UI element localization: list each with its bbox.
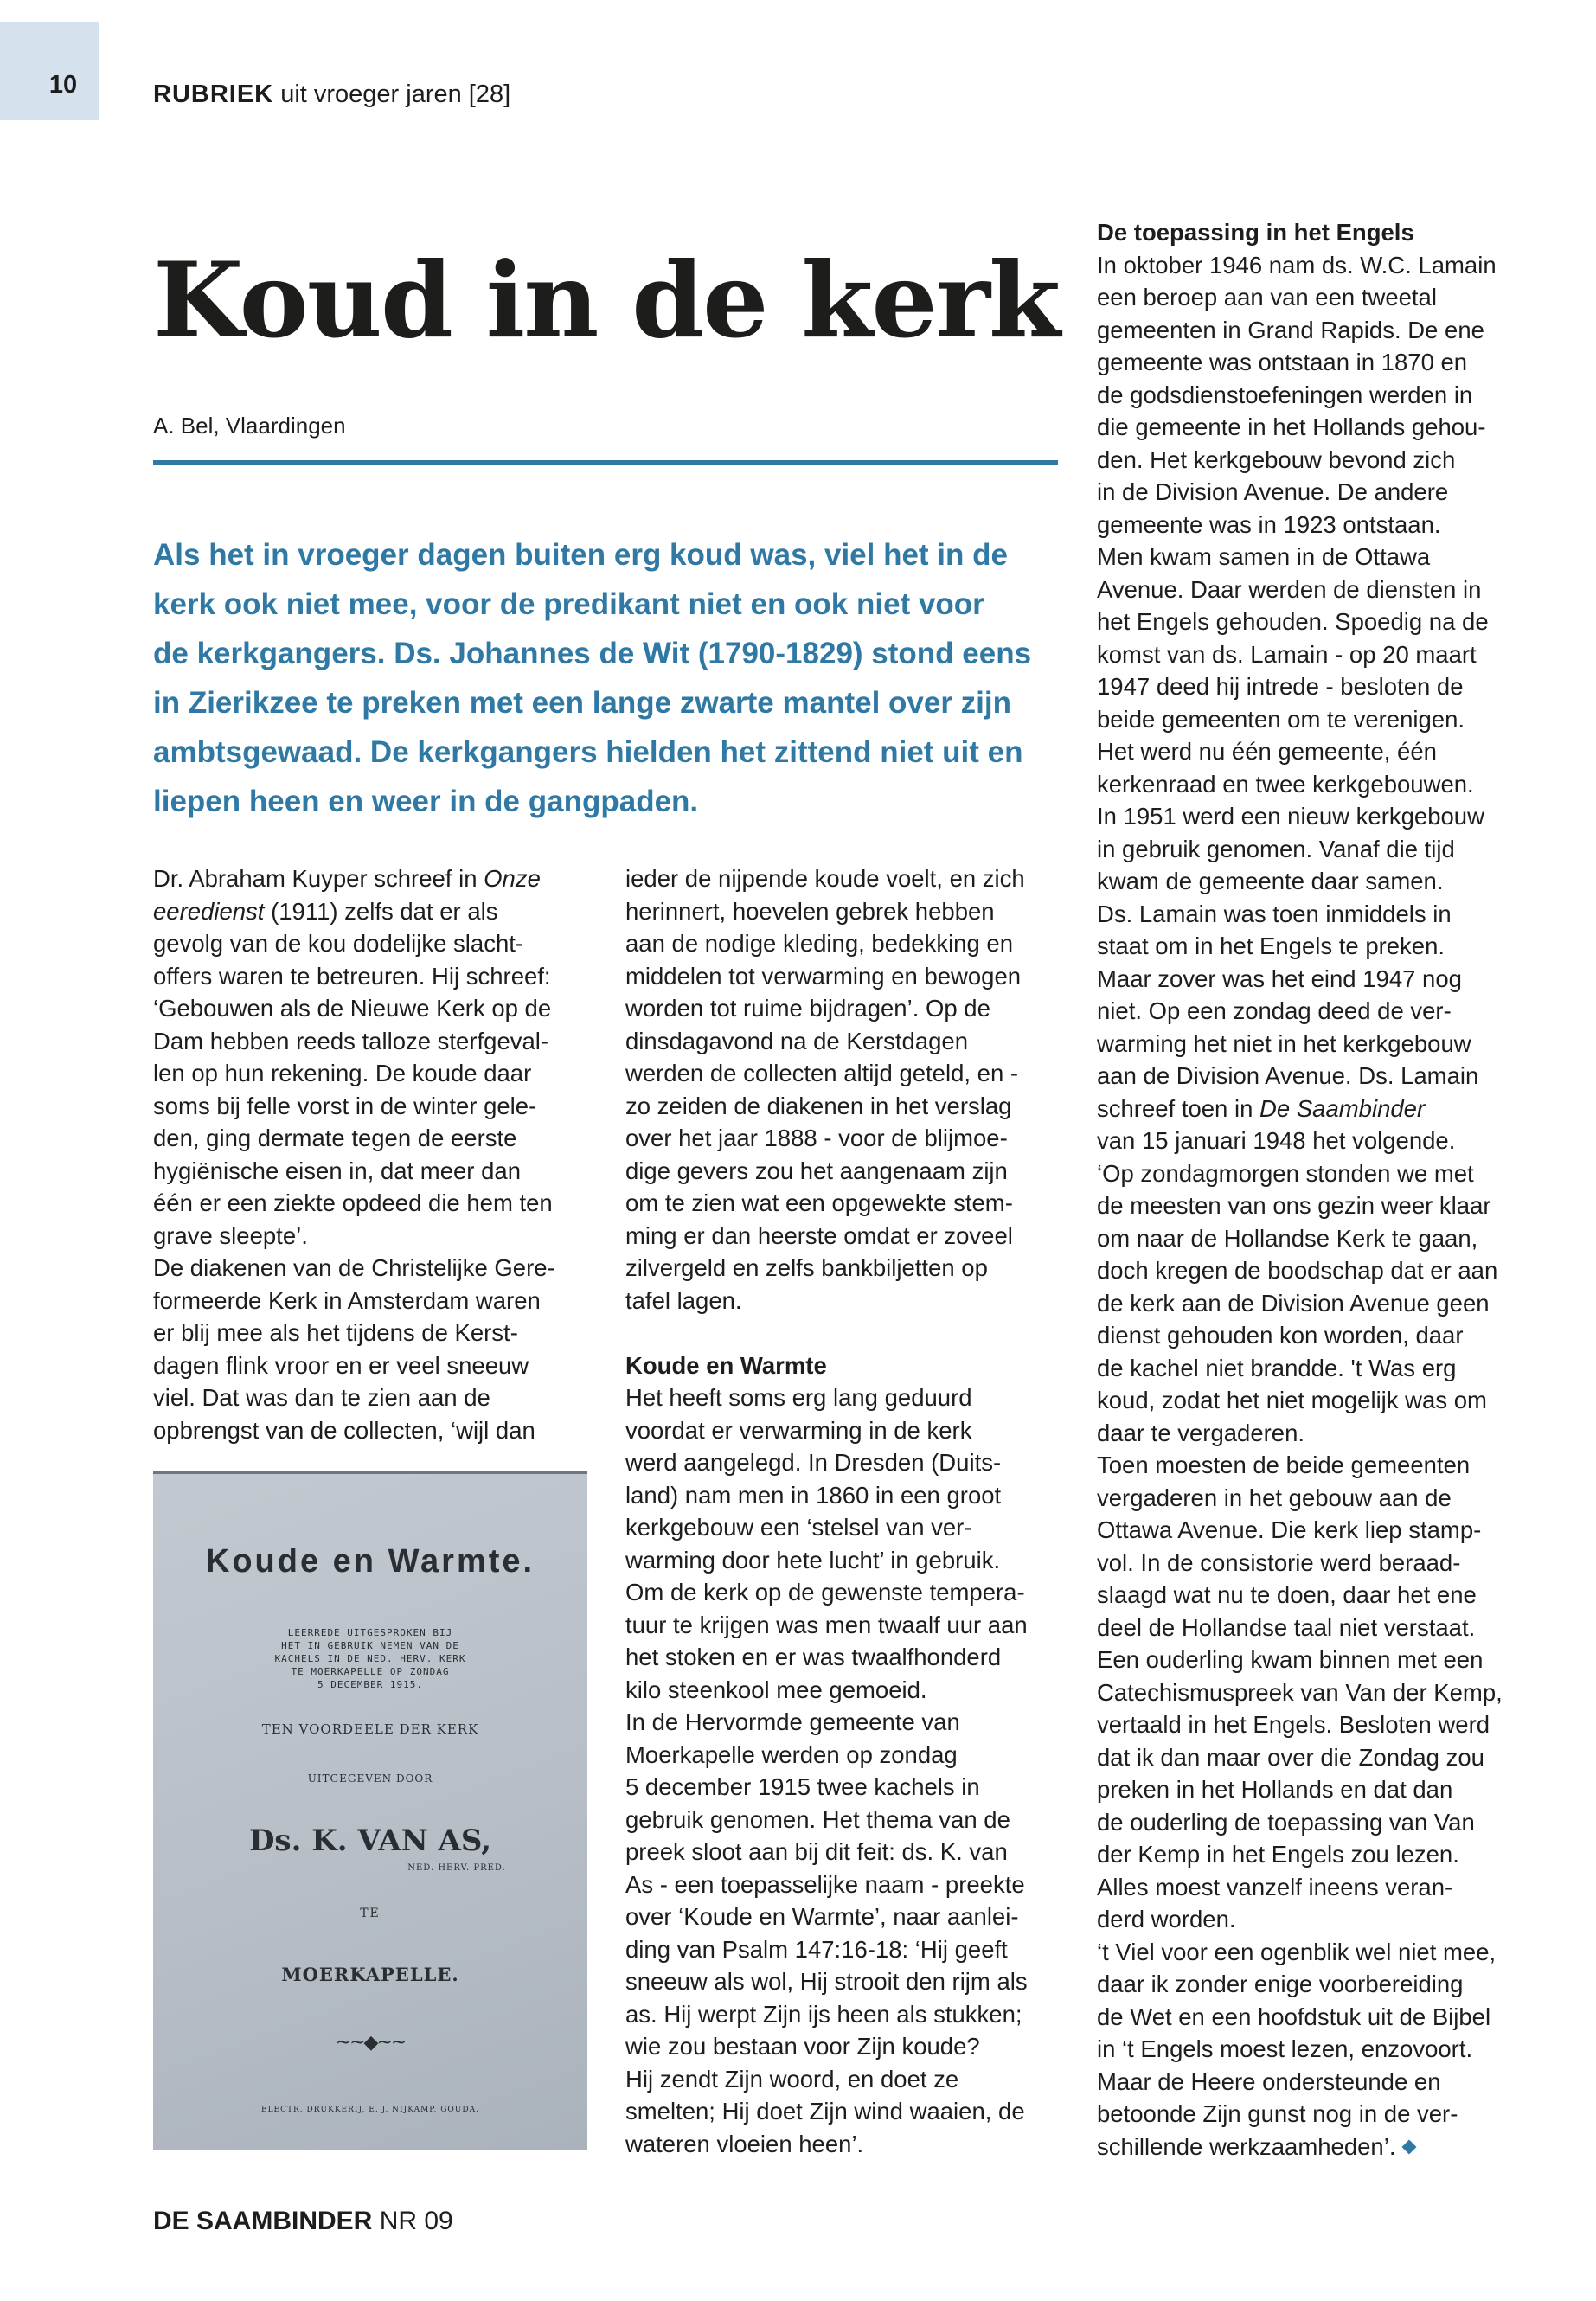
text-line: werden de collecten altijd geteld, en -	[625, 1060, 1019, 1086]
text-line: kilo steenkool mee gemoeid.	[625, 1676, 927, 1703]
text-line: staat om in het Engels te preken.	[1097, 933, 1445, 959]
text-line: het Engels gehouden. Spoedig na de	[1097, 608, 1489, 635]
text-line: Hij zendt Zijn woord, en doet ze	[625, 2065, 959, 2093]
text-line: kwam de gemeente daar samen.	[1097, 868, 1444, 894]
text-line: dienst gehouden kon worden, daar	[1097, 1322, 1464, 1349]
text-line: gebruik genomen. Het thema van de	[625, 1805, 1010, 1833]
text-line: opbrengst van de collecten, ‘wijl dan	[153, 1416, 535, 1444]
text-line: de ouderling de toepassing van Van	[1097, 1808, 1475, 1836]
booklet-author: Ds. K. VAN AS,	[248, 1823, 492, 1858]
text-line	[1097, 2131, 1564, 2163]
text-line: In de Hervormde gemeente van	[625, 1708, 960, 1735]
text-line: der Kemp in het Engels zou lezen.	[1097, 1841, 1459, 1868]
text-line: Ds. Lamain was toen inmiddels in	[1097, 900, 1452, 927]
text-line: ‘t Viel voor een ogenblik wel niet mee,	[1097, 1938, 1497, 1965]
end-mark-icon	[1402, 2139, 1417, 2154]
text-line: om te zien wat een opgewekte stem-	[625, 1189, 1013, 1216]
text-line: deel de Hollandse taal niet verstaat.	[1097, 1613, 1476, 1641]
text-line: In 1951 werd een nieuw kerkgebouw	[1097, 803, 1484, 830]
text-line: daar te vergaderen.	[1097, 1419, 1305, 1446]
text-line: werd aangelegd. In Dresden (Duits-	[625, 1449, 1002, 1476]
text-line: soms bij felle vorst in de winter gele-	[153, 1092, 537, 1119]
article-author: A. Bel, Vlaardingen	[153, 413, 346, 439]
text-line: kerkgebouw een ‘stelsel van ver-	[625, 1514, 972, 1541]
text-line: Ottawa Avenue. Die kerk liep stamp-	[1097, 1516, 1482, 1543]
text-line: In oktober 1946 nam ds. W.C. Lamain	[1097, 251, 1497, 279]
text-line: ieder de nijpende koude voelt, en zich	[625, 865, 1025, 892]
text-line: derd worden.	[1097, 1906, 1236, 1932]
text-run: (1911) zelfs dat er als	[264, 897, 498, 925]
text-line: ‘Gebouwen als de Nieuwe Kerk op de	[153, 995, 552, 1022]
booklet-title: Koude en Warmte.	[205, 1543, 535, 1580]
text-line: len op hun rekening. De koude daar	[153, 1060, 532, 1086]
text-line: dinsdagavond na de Kerstdagen	[625, 1027, 969, 1054]
text-line: As - een toepasselijke naam - preekte	[625, 1870, 1025, 1898]
text-line: kerkenraad en twee kerkgebouwen.	[1097, 770, 1474, 798]
text-line: één er een ziekte opdeed die hem ten	[153, 1189, 553, 1216]
text-line: tafel lagen.	[625, 1286, 742, 1314]
title-divider	[153, 460, 1058, 465]
book-title: Onze	[484, 865, 541, 892]
text-line: wateren vloeien heen’.	[625, 2130, 864, 2157]
text-line: om naar de Hollandse Kerk te gaan,	[1097, 1224, 1478, 1252]
text-line: slaagd wat nu te doen, daar het ene	[1097, 1581, 1477, 1608]
text-line: in de Division Avenue. De andere	[1097, 478, 1449, 505]
text-line: as. Hij werpt Zijn ijs heen als stukken;	[625, 2000, 1022, 2028]
text-line: de meesten van ons gezin weer klaar	[1097, 1192, 1491, 1219]
text-line: 1947 deed hij intrede - besloten de	[1097, 673, 1464, 700]
text-line: warming het niet in het kerkgebouw	[1097, 1029, 1471, 1057]
section-heading: Koude en Warmte	[625, 1351, 827, 1379]
text-line: Het werd nu één gemeente, één	[1097, 738, 1437, 765]
col3-lines-b	[1097, 1125, 1564, 2131]
book-title: eeredienst	[153, 897, 265, 925]
text-line: Het heeft soms erg lang geduurd	[625, 1384, 972, 1411]
text-run: Dr. Abraham Kuyper schreef in	[153, 865, 484, 892]
text-line: daar ik zonder enige voorbereiding	[1097, 1971, 1464, 1997]
text-line: de kachel niet brandde. 't Was erg	[1097, 1354, 1457, 1381]
text-line: Een ouderling kwam binnen met een	[1097, 1646, 1484, 1673]
booklet-printer: ELECTR. DRUKKERIJ, E. J. NIJKAMP, GOUDA.	[261, 2106, 479, 2114]
text-line: dige gevers zou het aangenaam zijn	[625, 1157, 1008, 1184]
text-line: ming er dan heerste omdat er zoveel	[625, 1221, 1013, 1249]
text-line: doch kregen de boodschap dat er aan	[1097, 1257, 1498, 1284]
rubric-text: uit vroeger jaren [28]	[280, 80, 511, 108]
text-line: vergaderen in het gebouw aan de	[1097, 1484, 1452, 1511]
booklet-subtitle	[153, 1626, 587, 1691]
text-line: die gemeente in het Hollands gehou-	[1097, 413, 1486, 440]
intro-line: Als het in vroeger dagen buiten erg koud was, viel het in de	[153, 538, 1008, 572]
text-line: 5 DECEMBER 1915.	[317, 1679, 423, 1690]
text-line: niet. Op een zondag deed de ver-	[1097, 997, 1452, 1024]
text-line: den, ging dermate tegen de eerste	[153, 1125, 517, 1151]
text-line: grave sleepte’.	[153, 1221, 308, 1249]
col2-lines-b	[625, 1381, 1093, 2160]
text-line: formeerde Kerk in Amsterdam waren	[153, 1286, 541, 1314]
text-line: viel. Dat was dan te zien aan de	[153, 1384, 490, 1411]
text-line	[153, 862, 620, 895]
text-line: Maar de Heere ondersteunde en	[1097, 2067, 1441, 2095]
intro-line: liepen heen en weer in de gangpaden.	[153, 785, 699, 818]
magazine-title: De Saambinder	[1259, 1094, 1426, 1122]
booklet-benefit: TEN VOORDEELE DER KERK	[261, 1721, 479, 1737]
text-line: hygiënische eisen in, dat meer dan	[153, 1157, 521, 1184]
rubric-label: RUBRIEK	[153, 80, 274, 108]
text-line: dagen flink vroor en er veel sneeuw	[153, 1351, 529, 1379]
text-line: het stoken en er was twaalfhonderd	[625, 1644, 1002, 1670]
text-line: Om de kerk op de gewenste tempera-	[625, 1579, 1025, 1606]
text-line: voordat er verwarming in de kerk	[625, 1416, 972, 1444]
rubric-header	[153, 79, 510, 110]
intro-line: kerk ook niet mee, voor de predikant niet en ook niet voor	[153, 587, 984, 621]
booklet-place: MOERKAPELLE.	[281, 1964, 459, 1985]
col2-lines-a	[625, 862, 1093, 1317]
ornament-icon: ~~◆~~	[335, 2032, 406, 2054]
text-line: HET IN GEBRUIK NEMEN VAN DE	[281, 1640, 459, 1651]
text-line: Dam hebben reeds talloze sterfgeval-	[153, 1027, 549, 1054]
text-line: Catechismuspreek van Van der Kemp,	[1097, 1678, 1503, 1706]
text-line: gevolg van de kou dodelijke slacht-	[153, 930, 524, 957]
column-1	[153, 862, 620, 1446]
text-line: beide gemeenten om te verenigen.	[1097, 705, 1465, 733]
text-line: een beroep aan van een tweetal	[1097, 284, 1437, 311]
text-line: over het jaar 1888 - voor de blijmoe-	[625, 1125, 1008, 1151]
text-line: de Wet en een hoofdstuk uit de Bijbel	[1097, 2003, 1491, 2030]
publication-name: DE SAAMBINDER	[153, 2207, 373, 2235]
text-line: offers waren te betreuren. Hij schreef:	[153, 962, 551, 990]
article-intro	[153, 530, 1070, 826]
text-line: smelten; Hij doet Zijn wind waaien, de	[625, 2098, 1025, 2125]
text-line: dat ik dan maar over die Zondag zou	[1097, 1743, 1484, 1771]
text-line: Avenue. Daar werden de diensten in	[1097, 575, 1482, 603]
text-line: aan de Division Avenue. Ds. Lamain	[1097, 1062, 1479, 1089]
text-line: De diakenen van de Christelijke Gere-	[153, 1254, 555, 1281]
text-line: de godsdienstoefeningen werden in	[1097, 381, 1473, 408]
text-line: herinnert, hoevelen gebrek hebben	[625, 897, 995, 925]
text-line: Moerkapelle werden op zondag	[625, 1740, 958, 1768]
text-line: preken in het Hollands en dat dan	[1097, 1776, 1453, 1803]
text-line: ‘Op zondagmorgen stonden we met	[1097, 1159, 1474, 1187]
text-line: preek sloot aan bij dit feit: ds. K. van	[625, 1838, 1008, 1865]
text-run: schreef toen in	[1097, 1094, 1260, 1122]
paragraph-gap	[625, 1317, 1093, 1349]
booklet-te: TE	[360, 1907, 381, 1920]
text-line: er blij mee als het tijdens de Kerst-	[153, 1319, 518, 1346]
text-line	[153, 895, 620, 928]
text-line: 5 december 1915 twee kachels in	[625, 1773, 980, 1800]
text-line: Men kwam samen in de Ottawa	[1097, 543, 1431, 570]
text-line: tuur te krijgen was men twaalf uur aan	[625, 1611, 1028, 1638]
text-run: schillende werkzaamheden’.	[1097, 2132, 1396, 2160]
text-line: land) nam men in 1860 in een groot	[625, 1481, 1002, 1509]
intro-line: de kerkgangers. Ds. Johannes de Wit (1790-1829) stond eens	[153, 637, 1032, 670]
text-line: middelen tot verwarming en bewogen	[625, 962, 1022, 990]
page-number: 10	[48, 71, 78, 99]
text-line: gemeente was ontstaan in 1870 en	[1097, 349, 1468, 375]
text-line: over ‘Koude en Warmte’, naar aanlei-	[625, 1903, 1019, 1930]
intro-line: ambtsgewaad. De kerkgangers hielden het zittend niet uit en	[153, 735, 1023, 769]
text-line: aan de nodige kleding, bedekking en	[625, 930, 1014, 957]
article-title: Koud in de kerk	[153, 240, 1060, 362]
text-line: sneeuw als wol, Hij strooit den rijm als	[625, 1968, 1028, 1995]
text-line: koud, zodat het niet mogelijk was om	[1097, 1387, 1487, 1413]
issue-number: NR 09	[379, 2207, 453, 2235]
text-line: in ‘t Engels moest lezen, enzovoort.	[1097, 2035, 1473, 2062]
booklet-author-title: NED. HERV. PRED.	[407, 1863, 506, 1873]
text-line: warming door hete lucht’ in gebruik.	[625, 1546, 1001, 1574]
text-line: LEERREDE UITGESPROKEN BIJ	[287, 1627, 453, 1638]
booklet-cover-image	[153, 1471, 587, 2150]
text-line: de kerk aan de Division Avenue geen	[1097, 1289, 1490, 1317]
text-line: zilvergeld en zelfs bankbiljetten op	[625, 1254, 988, 1281]
text-line: gemeenten in Grand Rapids. De ene	[1097, 316, 1484, 343]
footer	[153, 2206, 453, 2237]
text-line: KACHELS IN DE NED. HERV. KERK	[274, 1653, 466, 1664]
text-line: betoonde Zijn gunst nog in de ver-	[1097, 2100, 1458, 2127]
text-line: zo zeiden de diakenen in het verslag	[625, 1092, 1012, 1119]
text-line: worden tot ruime bijdragen’. Op de	[625, 995, 990, 1022]
text-line	[1097, 1093, 1564, 1125]
text-line: van 15 januari 1948 het volgende.	[1097, 1127, 1456, 1154]
intro-line: in Zierikzee te preken met een lange zwarte mantel over zijn	[153, 686, 1012, 720]
text-line: Toen moesten de beide gemeenten	[1097, 1452, 1471, 1478]
text-line: gemeente was in 1923 ontstaan.	[1097, 510, 1441, 538]
text-line: vol. In de consistorie werd beraad-	[1097, 1548, 1461, 1576]
text-line: Alles moest vanzelf ineens veran-	[1097, 1873, 1453, 1900]
col1-lines	[153, 927, 620, 1446]
text-line: vertaald in het Engels. Besloten werd	[1097, 1711, 1490, 1738]
text-line: Maar zover was het eind 1947 nog	[1097, 965, 1462, 992]
column-3	[1097, 216, 1564, 2163]
booklet-published-by: UITGEGEVEN DOOR	[307, 1772, 433, 1785]
text-line: in gebruik genomen. Vanaf die tijd	[1097, 835, 1455, 862]
text-line: TE MOERKAPELLE OP ZONDAG	[291, 1666, 450, 1677]
text-line: ding van Psalm 147:16-18: ‘Hij geeft	[625, 1935, 1008, 1963]
column-2	[625, 862, 1093, 2160]
text-line: den. Het kerkgebouw bevond zich	[1097, 445, 1456, 473]
text-line: wie zou bestaan voor Zijn koude?	[625, 2033, 980, 2060]
text-line: komst van ds. Lamain - op 20 maart	[1097, 640, 1477, 668]
section-heading: De toepassing in het Engels	[1097, 219, 1414, 246]
col3-lines-a	[1097, 249, 1564, 1093]
